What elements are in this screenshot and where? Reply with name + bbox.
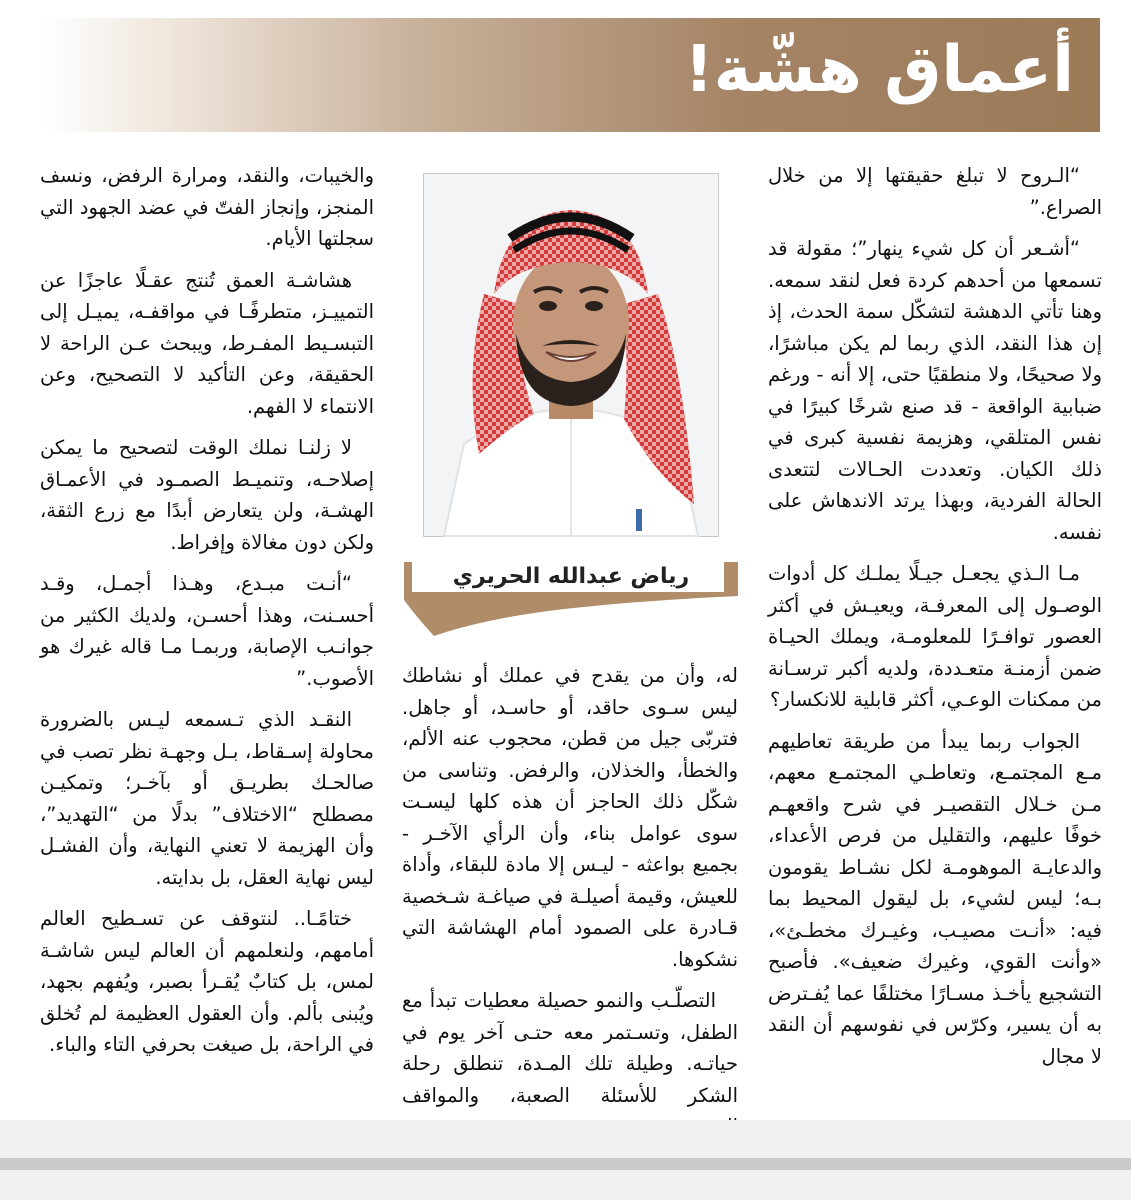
- article-title: أعماق هشّة!: [684, 33, 1074, 107]
- paragraph: الجواب ربما يبدأ من طريقة تعاطيهم مـع المجتمـع، وتعاطـي المجتمـع معهم، مـن خـلال التقصيـر في شرح واقعهـم خوفًا عليهم، والتقليل من فرص الأعداء، والدعايـة الموهومـة لكل نشـاط يقومون بـه؛ ليس لشيء، بل ليقول المحيط بما فيه: «أنـت مصيـب، وغيـرك مخطـئ»، «وأنت القوي، وغيرك ضعيف». فأصبح التشجيع يأخـذ مسـارًا مختلفًا عما يُفـترض به أن يسير، وكرّس في نفوسهم أن النقد لا مجال: [768, 729, 1102, 1068]
- paragraph: هشاشـة العمق تُنتج عقـلًا عاجزًا عن التمييـز، متطرفًـا في مواقفـه، يميـل إلى التبسـيط المفـرط، ويبحث عـن الراحة لا الحقيقة، وعن التأكيد لا التصحيح، وعن الانتماء لا الفهم.: [40, 268, 374, 418]
- text-column-right: [768, 160, 1102, 1110]
- author-name: رياض عبدالله الحريري: [452, 564, 690, 589]
- paragraph: ختامًـا.. لنتوقف عن تسـطيح العالم أمامهم، ولنعلمهم أن العالم ليس شاشـة لمس، بل كتابٌ يُقـرأ بصبر، ويُفهم بجهد، ويُبنى بألم. وأن العقول العظيمة لم تُخلق في الراحة، بل صيغت بحرفي التاء والباء.: [40, 907, 374, 1056]
- quote-paragraph: “الـروح لا تبلغ حقيقتها إلا من خلال الصراع.”: [768, 164, 1102, 219]
- header-banner: [42, 18, 1100, 132]
- text-column-left: [40, 160, 374, 1110]
- page-bottom-rule: [0, 1158, 1131, 1170]
- author-portrait-illustration: [424, 174, 718, 536]
- paragraph: له، وأن من يقدح في عملك أو نشاطك ليس سـوى حاقد، أو حاسـد، أو جاهل. فتربّى جيل من قطن، محجوب عنه الألم، والخطأ، والخذلان، والرفض. وتناسى من شكّل ذلك الحاجز أن هذه كلها ليسـت سوى عوامل بناء، وأن الرأي الآخـر - بجميع بواعثه - ليـس إلا مادة للبقاء، وأداة للعيش، وقيمة أصيلـة في صياغـة شـخصية قـادرة على الصمود أمام الهشاشة التي نشكوها.: [402, 664, 738, 971]
- paragraph: لا زلنـا نملك الوقت لتصحيح ما يمكن إصلاحـه، وتنميـط الصمـود في الأعمـاق الهشـة، ولن يتعارض أبدًا مع زرع الثقة، ولكن دون مغالاة وإفراط.: [40, 436, 374, 554]
- paragraph: النقـد الذي تـسمعه ليـس بالضرورة محاولة إسـقاط، بـل وجهـة نظر تصب في صالحـك بطريـق أو بآخـر؛ وتمكيـن مصطلح “الاختلاف” بدلًا من “التهديد”، وأن الهزيمة لا تعني النهاية، وأن الفشـل ليس نهاية العقل، بل بدايته.: [40, 708, 374, 889]
- paragraph: التصلّـب والنمو حصيلة معطيات تبدأ مع الطفل، وتسـتمر معه حتـى آخر يوم في حياتـه. وطيلة تلك المـدة، تنطلق رحلة الشكر للأسئلة الصعبة، والمواقف: [402, 989, 738, 1107]
- text-column-middle: [402, 660, 738, 1107]
- quote-paragraph: “أنـت مبـدع، وهـذا أجمـل، وقـد أحسـنت، وهذا أحسـن، ولديك الكثير من جوانـب الإصابة، وربمـا مـا قاله غيرك هو الأصوب.”: [40, 572, 374, 690]
- paragraph: مـا الـذي يجعـل جيـلًا يملـك كل أدوات الوصـول إلى المعرفـة، ويعيـش في أكثر العصور توافـرًا للمعلومـة، ويملك الحيـاة ضمن أزمنـة متعـددة، ولديه أكبر ترسـانة من ممكنات الوعـي، أكثر قابلية للانكسار؟: [768, 562, 1102, 711]
- author-photo: [423, 173, 719, 537]
- paragraph: “أشـعر أن كل شيء ينهار”؛ مقولة قد تسمعها من أحدهم كردة فعل لنقد سمعه. وهنا تأتي الدهشة لتشكّل سمة الحدث، إذ إن هذا النقد، الذي ربما لم يكن مباشرًا، ولا صحيحًا، ولا منطقيًا حتى، إلا أنه - ورغم ضبابية الواقعة - قد صنع شرخًا كبيرًا في نفس المتلقي، وهزيمة نفسية كبرى في ذلك الكيان. وتعددت الحـالات لتتعدى الحالة الفردية، وبهذا يرتد الاندهاش على نفسه.: [768, 237, 1102, 544]
- paragraph: والخيبات، والنقد، ومرارة الرفض، ونسف المنجز، وإنجاز الفتّ في عضد الجهود التي سجلتها الأيام.: [40, 164, 374, 250]
